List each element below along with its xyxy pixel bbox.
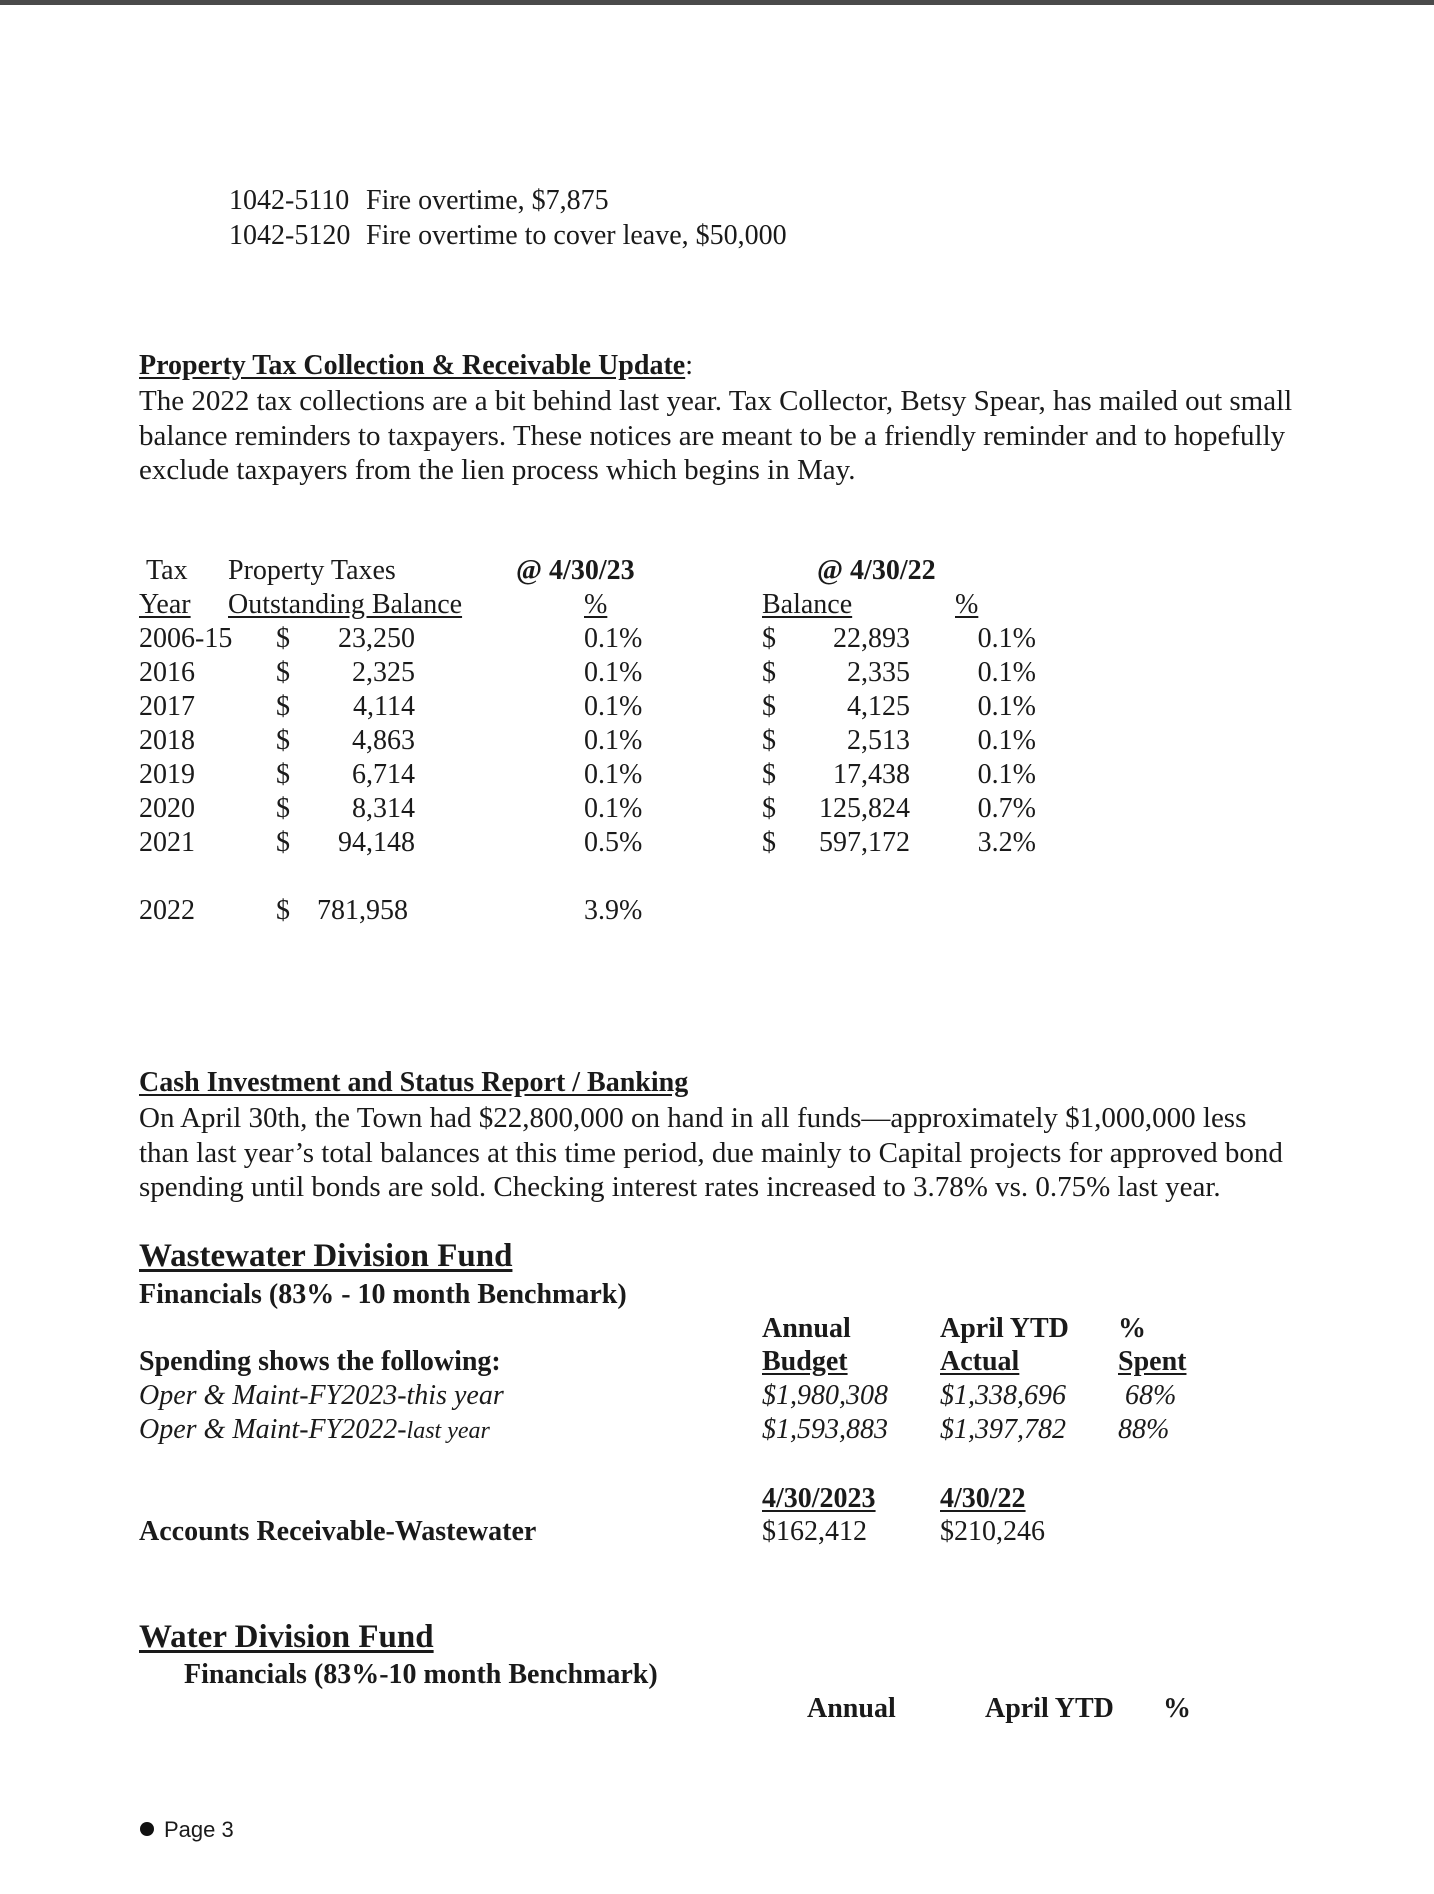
tax-currency-2022: $ xyxy=(762,759,776,790)
tax-currency: $ xyxy=(276,623,290,654)
tax-year: 2017 xyxy=(139,691,195,722)
tax-currency: $ xyxy=(276,657,290,688)
tax-balance-2023: 23,250 xyxy=(338,623,415,654)
tax-pct-2023: 0.1% xyxy=(584,793,643,824)
ww-row-spent: 88% xyxy=(1118,1414,1170,1445)
tax-pct-2023: 0.1% xyxy=(584,623,643,654)
tax-pct-current: 3.9% xyxy=(584,895,643,926)
tax-pct-2023: 0.1% xyxy=(584,691,643,722)
ww-spending-label: Spending shows the following: xyxy=(139,1346,501,1377)
cash-paragraph: On April 30th, the Town had $22,800,000 on hand in all funds—approximately $1,000,000 less than last year’s total balances at this time period, due mainly to Capital projects for approved bond spending until bonds are sold. Checking interest rates increased to 3.78% vs. 0.75% last year. xyxy=(139,1102,1283,1203)
cash-heading: Cash Investment and Status Report / Banking xyxy=(139,1067,689,1098)
ww-ar-date-2022: 4/30/22 xyxy=(940,1483,1026,1514)
fire-item-desc: Fire overtime to cover leave, $50,000 xyxy=(366,220,787,251)
ww-ar-value-2022: $210,246 xyxy=(940,1516,1045,1547)
tax-currency: $ xyxy=(276,793,290,824)
property-tax-heading: Property Tax Collection & Receivable Update: xyxy=(139,350,693,381)
tax-currency-current: $ xyxy=(276,895,290,926)
tax-balance-2023: 4,114 xyxy=(353,691,415,722)
tax-balance-2023: 4,863 xyxy=(352,725,415,756)
tax-currency-2022: $ xyxy=(762,793,776,824)
col-header-balance-2022: Balance xyxy=(762,589,853,620)
tax-balance-2022: 17,438 xyxy=(833,759,910,790)
wastewater-heading: Wastewater Division Fund xyxy=(139,1238,513,1274)
property-tax-paragraph: The 2022 tax collections are a bit behind last year. Tax Collector, Betsy Spear, has mailed out small balance reminders to taxpayers. These notices are meant to be a friendly reminder and to hopefully exclude taxpayers from the lien process which begins in May. xyxy=(139,385,1293,486)
col-header-pct-2022: % xyxy=(955,589,979,620)
ww-col-annual: Annual xyxy=(762,1313,851,1344)
col-header-tax: Tax xyxy=(146,555,188,586)
water-heading: Water Division Fund xyxy=(139,1619,434,1655)
ww-col-spent: Spent xyxy=(1118,1346,1187,1377)
fire-item-desc: Fire overtime, $7,875 xyxy=(366,185,609,216)
tax-currency-2022: $ xyxy=(762,623,776,654)
tax-currency-2022: $ xyxy=(762,827,776,858)
water-col-annual: Annual xyxy=(807,1693,896,1724)
tax-pct-2023: 0.1% xyxy=(584,657,643,688)
tax-balance-2022: 2,513 xyxy=(847,725,910,756)
tax-year: 2019 xyxy=(139,759,195,790)
viewer-top-border xyxy=(0,0,1434,5)
tax-year: 2021 xyxy=(139,827,195,858)
fire-item-code: 1042-5110 xyxy=(229,185,350,216)
ww-row-budget: $1,593,883 xyxy=(762,1414,888,1445)
tax-pct-2022: 0.1% xyxy=(977,657,1036,688)
tax-pct-2022: 3.2% xyxy=(977,827,1036,858)
ww-ar-label: Accounts Receivable-Wastewater xyxy=(139,1516,537,1547)
col-header-property-taxes: Property Taxes xyxy=(228,555,396,586)
tax-balance-2022: 22,893 xyxy=(833,623,910,654)
tax-currency: $ xyxy=(276,691,290,722)
tax-currency-2022: $ xyxy=(762,725,776,756)
ww-row-actual: $1,338,696 xyxy=(940,1380,1066,1411)
page-number: Page 3 xyxy=(140,1819,234,1841)
tax-balance-current: 781,958 xyxy=(317,895,408,926)
tax-pct-2022: 0.1% xyxy=(977,725,1036,756)
tax-balance-2023: 6,714 xyxy=(352,759,415,790)
ww-ar-date-2023: 4/30/2023 xyxy=(762,1483,876,1514)
tax-balance-2022: 125,824 xyxy=(819,793,910,824)
bullet-icon xyxy=(140,1822,154,1836)
tax-currency: $ xyxy=(276,827,290,858)
tax-pct-2022: 0.1% xyxy=(977,759,1036,790)
fire-item-code: 1042-5120 xyxy=(229,220,351,251)
tax-balance-2022: 2,335 xyxy=(847,657,910,688)
ww-ar-value-2023: $162,412 xyxy=(762,1516,867,1547)
ww-col-budget: Budget xyxy=(762,1346,848,1377)
tax-balance-2022: 4,125 xyxy=(847,691,910,722)
wastewater-subheading: Financials (83% - 10 month Benchmark) xyxy=(139,1279,627,1310)
col-header-at-2022: @ 4/30/22 xyxy=(817,555,936,586)
tax-year-current: 2022 xyxy=(139,895,195,926)
ww-row-label: Oper & Maint-FY2022-last year xyxy=(139,1414,490,1445)
ww-col-april-ytd: April YTD xyxy=(940,1313,1069,1344)
ww-row-actual: $1,397,782 xyxy=(940,1414,1066,1445)
tax-balance-2022: 597,172 xyxy=(819,827,910,858)
tax-year: 2018 xyxy=(139,725,195,756)
tax-balance-2023: 94,148 xyxy=(338,827,415,858)
tax-pct-2023: 0.1% xyxy=(584,759,643,790)
tax-currency-2022: $ xyxy=(762,691,776,722)
col-header-year: Year xyxy=(139,589,191,620)
ww-row-spent: 68% xyxy=(1125,1380,1177,1411)
ww-col-pct: % xyxy=(1118,1313,1146,1344)
tax-pct-2022: 0.1% xyxy=(977,691,1036,722)
tax-pct-2022: 0.1% xyxy=(977,623,1036,654)
tax-currency-2022: $ xyxy=(762,657,776,688)
tax-currency: $ xyxy=(276,759,290,790)
water-col-april-ytd: April YTD xyxy=(985,1693,1114,1724)
tax-balance-2023: 8,314 xyxy=(352,793,415,824)
col-header-outstanding: Outstanding Balance xyxy=(228,589,463,620)
tax-year: 2006-15 xyxy=(139,623,233,654)
water-subheading: Financials (83%-10 month Benchmark) xyxy=(184,1659,658,1690)
tax-pct-2023: 0.1% xyxy=(584,725,643,756)
tax-year: 2016 xyxy=(139,657,195,688)
ww-col-actual: Actual xyxy=(940,1346,1020,1377)
col-header-pct-2023: % xyxy=(584,589,608,620)
tax-currency: $ xyxy=(276,725,290,756)
tax-pct-2023: 0.5% xyxy=(584,827,643,858)
ww-row-label: Oper & Maint-FY2023-this year xyxy=(139,1380,504,1411)
tax-pct-2022: 0.7% xyxy=(977,793,1036,824)
col-header-at-2023: @ 4/30/23 xyxy=(516,555,635,586)
ww-row-budget: $1,980,308 xyxy=(762,1380,888,1411)
tax-balance-2023: 2,325 xyxy=(352,657,415,688)
tax-year: 2020 xyxy=(139,793,195,824)
water-col-pct: % xyxy=(1163,1693,1191,1724)
